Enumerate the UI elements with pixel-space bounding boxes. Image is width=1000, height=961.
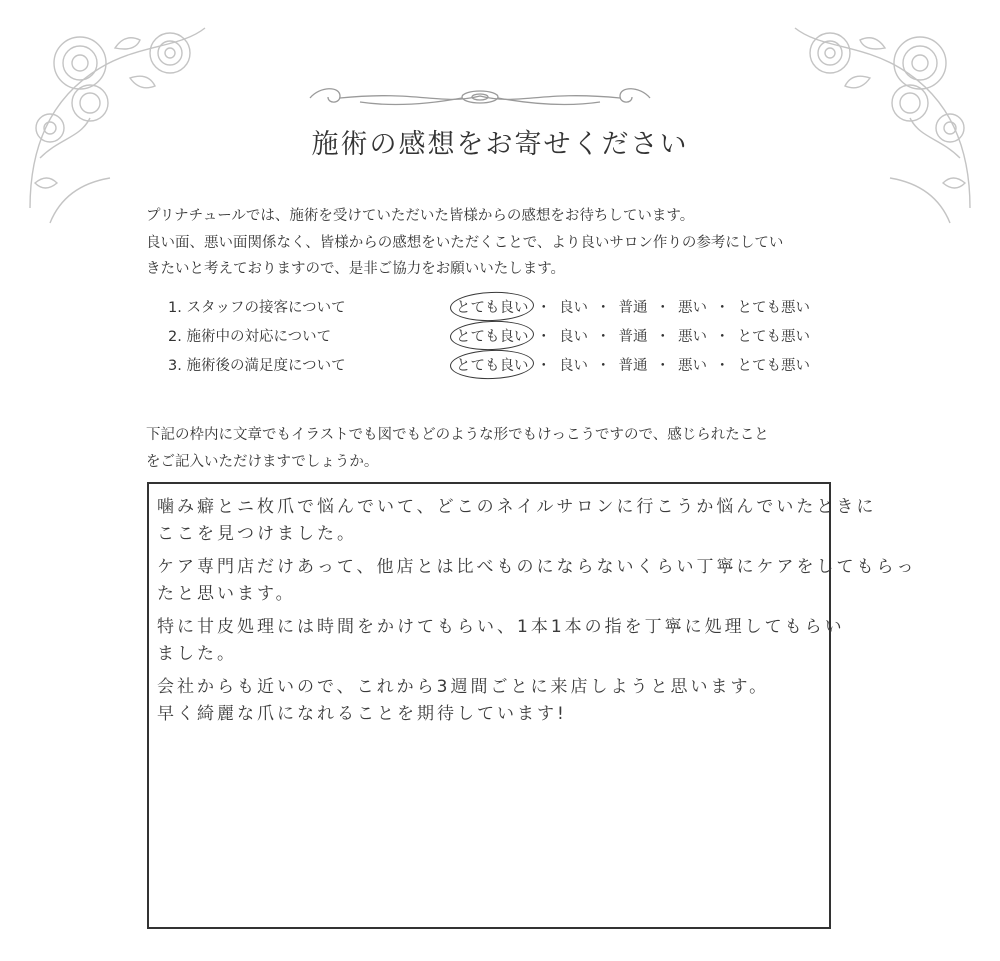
handwritten-line: 噛み癖とニ枚爪で悩んでいて、どこのネイルサロンに行こうか悩んでいたときに — [157, 497, 877, 517]
rating-option[interactable]: とても悪い — [737, 300, 810, 316]
separator: ・ — [536, 329, 551, 345]
handwritten-line: たと思います。 — [157, 584, 296, 604]
intro-line: 良い面、悪い面関係なく、皆様からの感想をいただくことで、より良いサロン作りの参考にしてい — [146, 234, 784, 251]
scroll-flourish-icon — [300, 82, 660, 112]
separator: ・ — [715, 358, 730, 374]
comment-prompt — [146, 422, 846, 476]
question-label: 1. スタッフの接客について — [168, 300, 346, 316]
separator: ・ — [715, 329, 730, 345]
handwritten-line: ケア専門店だけあって、他店とは比べものにならないくらい丁寧にケアをしてもらっ — [157, 557, 917, 577]
rating-option[interactable]: 悪い — [678, 300, 707, 316]
rating-option[interactable]: とても悪い — [737, 358, 810, 374]
rating-options — [456, 354, 810, 375]
rating-option[interactable]: 普通 — [618, 329, 648, 345]
rating-option-selected[interactable]: とても良い — [456, 354, 529, 375]
separator: ・ — [655, 300, 670, 316]
intro-line: きたいと考えておりますので、是非ご協力をお願いいたします。 — [146, 261, 566, 277]
separator: ・ — [596, 300, 611, 316]
rating-option[interactable]: 普通 — [618, 300, 648, 316]
rose-ornament-icon — [790, 8, 980, 228]
prompt-line: 下記の枠内に文章でもイラストでも図でもどのような形でもけっこうですので、感じられたこと — [146, 427, 769, 443]
handwritten-line: 早く綺麗な爪になれることを期待しています! — [157, 704, 567, 724]
rating-option[interactable]: 良い — [559, 329, 588, 345]
separator: ・ — [536, 300, 551, 316]
question-label: 2. 施術中の対応について — [168, 329, 332, 345]
separator: ・ — [655, 329, 670, 345]
handwritten-line: ました。 — [157, 644, 237, 664]
rating-option-selected[interactable]: とても良い — [456, 296, 529, 317]
separator: ・ — [655, 358, 670, 374]
handwritten-line: 会社からも近いので、これから3週間ごとに来店しようと思います。 — [157, 677, 770, 697]
intro-text — [146, 203, 846, 283]
question-label: 3. 施術後の満足度について — [168, 358, 346, 374]
rating-option[interactable]: 悪い — [678, 329, 707, 345]
rating-option[interactable]: 悪い — [678, 358, 707, 374]
handwritten-line: 特に甘皮処理には時間をかけてもらい、1本1本の指を丁寧に処理してもらい — [157, 617, 845, 637]
rose-ornament-icon — [20, 8, 210, 228]
separator: ・ — [536, 358, 551, 374]
separator: ・ — [715, 300, 730, 316]
handwritten-comment — [157, 494, 917, 728]
page-title: 施術の感想をお寄せください — [311, 129, 689, 160]
separator: ・ — [596, 329, 611, 345]
rating-options — [456, 325, 810, 346]
rating-option[interactable]: 良い — [559, 358, 588, 374]
handwritten-line: ここを見つけました。 — [157, 524, 357, 544]
intro-line: プリナチュールでは、施術を受けていただいた皆様からの感想をお待ちしています。 — [146, 208, 695, 224]
rating-option[interactable]: 良い — [559, 300, 588, 316]
rating-option[interactable]: 普通 — [618, 358, 648, 374]
prompt-line: をご記入いただけますでしょうか。 — [146, 454, 379, 470]
rating-option[interactable]: とても悪い — [737, 329, 810, 345]
rating-option-selected[interactable]: とても良い — [456, 325, 529, 346]
separator: ・ — [596, 358, 611, 374]
rating-options — [456, 296, 810, 317]
